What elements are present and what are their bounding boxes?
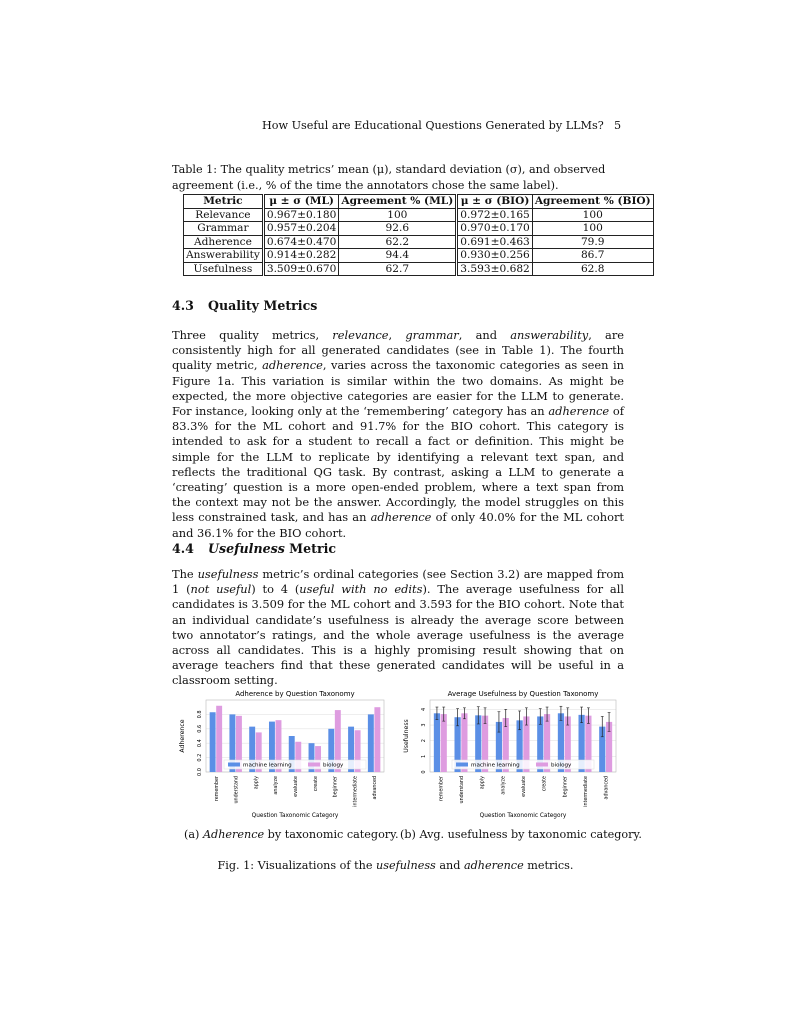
table-cell: 3.509±0.670 (263, 262, 339, 276)
quality-metrics-table (183, 194, 654, 276)
table-cell: 100 (532, 208, 653, 222)
table-header-cell: Metric (184, 195, 264, 209)
y-tick-label: 0.6 (197, 724, 203, 733)
table-cell: 62.7 (339, 262, 457, 276)
paragraph-usefulness: The usefulness metric’s ordinal categories (see Section 3.2) are mapped from 1 (not useful) to 4 (useful with no edits). The average usefulness for all candidates is 3.509 for the ML cohort and 3.593 for the BIO cohort. Note that an individual candidate’s usefulness is already the average score between two annotator’s ratings, and the whole average usefulness is the average across all candidates. This is a highly promising result showing that on average teachers find that these generated candidates will be useful in a classroom setting. (172, 567, 625, 688)
x-tick-label: evaluate (294, 776, 299, 797)
table-cell: 0.970±0.170 (457, 222, 533, 236)
adherence-chart (176, 688, 390, 822)
y-axis-label: Adherence (179, 719, 186, 753)
figure-caption: Fig. 1: Visualizations of the usefulness and adherence metrics. (217, 859, 574, 872)
section-title-emphasis: Usefulness (208, 541, 285, 556)
x-tick-label: analyze (501, 776, 507, 795)
table-cell: 94.4 (339, 249, 457, 263)
x-tick-label: apply (480, 776, 486, 790)
table-cell: Answerability (184, 249, 264, 263)
y-tick-label: 0.2 (197, 753, 203, 762)
table-cell: 92.6 (339, 222, 457, 236)
section-title: Metric (284, 541, 337, 556)
running-title: How Useful are Educational Questions Generated by LLMs? (262, 119, 604, 132)
y-tick-label: 4 (421, 707, 427, 711)
bar-bio (441, 714, 447, 772)
table-cell: 0.691±0.463 (457, 235, 533, 249)
table-cell: 0.972±0.165 (457, 208, 533, 222)
legend-label: biology (551, 762, 572, 769)
y-tick-label: 0.8 (197, 710, 203, 719)
table-caption: Table 1: The quality metrics’ mean (μ), standard deviation (σ), and observed agreement (i.e., % of the time the annotators chose the same label). (172, 163, 606, 192)
section-heading-4-3 (172, 298, 317, 313)
table-cell: 0.674±0.470 (263, 235, 339, 249)
legend-swatch (456, 763, 468, 767)
legend-label: machine learning (471, 762, 520, 769)
x-tick-label: intermediate (353, 776, 359, 807)
y-tick-label: 3 (421, 723, 427, 727)
legend-label: biology (323, 762, 344, 769)
bar-ml (434, 713, 440, 772)
x-tick-label: evaluate (522, 776, 527, 797)
x-tick-label: remember (214, 776, 220, 802)
table-cell: 0.930±0.256 (457, 249, 533, 263)
x-tick-label: create (313, 776, 319, 792)
table-cell: 86.7 (532, 249, 653, 263)
section-number: 4.4 (172, 541, 194, 556)
table-row (184, 222, 654, 236)
section-heading-4-4 (172, 541, 336, 556)
x-tick-label: apply (254, 776, 260, 790)
usefulness-chart (400, 688, 622, 822)
table-header-cell: μ ± σ (BIO) (457, 195, 533, 209)
table-cell: Grammar (184, 222, 264, 236)
table-header-cell: Agreement % (ML) (339, 195, 457, 209)
table-header-cell: Agreement % (BIO) (532, 195, 653, 209)
table-cell: Relevance (184, 208, 264, 222)
legend-label: machine learning (243, 762, 292, 769)
x-tick-label: beginner (333, 776, 339, 798)
x-tick-label: understand (234, 776, 240, 804)
table-cell: 0.967±0.180 (263, 208, 339, 222)
chart-title: Average Usefulness by Question Taxonomy (447, 690, 599, 698)
x-tick-label: advanced (373, 776, 379, 800)
x-axis-label: Question Taxonomic Category (251, 813, 339, 819)
x-tick-label: intermediate (584, 776, 589, 807)
y-tick-label: 1 (421, 754, 427, 758)
x-tick-label: understand (460, 776, 465, 804)
x-tick-label: beginner (563, 776, 569, 798)
table-row (184, 208, 654, 222)
table-header-cell: μ ± σ (ML) (263, 195, 339, 209)
table-cell: Usefulness (184, 262, 264, 276)
bar-bio (216, 706, 222, 772)
x-tick-label: remember (439, 776, 445, 802)
chart-title: Adherence by Question Taxonomy (235, 690, 355, 698)
table-cell: 79.9 (532, 235, 653, 249)
y-tick-label: 0 (421, 770, 427, 774)
x-tick-label: analyze (274, 776, 280, 795)
legend-swatch (228, 763, 240, 767)
page-number: 5 (614, 119, 622, 132)
y-tick-label: 0.4 (197, 739, 203, 748)
table-row (184, 262, 654, 276)
bar-ml (368, 714, 374, 772)
table-cell: 0.914±0.282 (263, 249, 339, 263)
y-tick-label: 0.0 (197, 768, 203, 776)
y-tick-label: 2 (421, 739, 427, 743)
table-cell: 100 (532, 222, 653, 236)
table-header-row (184, 195, 654, 209)
legend-swatch (536, 763, 548, 767)
legend-swatch (308, 763, 320, 767)
bar-ml (210, 712, 216, 772)
subfigure-caption-b: (b) Avg. usefulness by taxonomic category. (400, 828, 642, 841)
bar-bio (374, 707, 380, 772)
x-axis-label: Question Taxonomic Category (479, 813, 567, 819)
table-cell: 3.593±0.682 (457, 262, 533, 276)
section-title: Quality Metrics (208, 298, 318, 313)
section-number: 4.3 (172, 298, 194, 313)
x-tick-label: advanced (604, 776, 610, 800)
table-cell: 100 (339, 208, 457, 222)
table-cell: 0.957±0.204 (263, 222, 339, 236)
table-cell: Adherence (184, 235, 264, 249)
table-row (184, 235, 654, 249)
x-tick-label: create (542, 776, 548, 792)
table-cell: 62.8 (532, 262, 653, 276)
table-row (184, 249, 654, 263)
table-cell: 62.2 (339, 235, 457, 249)
subfigure-caption-a: (a) Adherence by taxonomic category. (184, 828, 399, 841)
paragraph-quality-metrics: Three quality metrics, relevance, grammar, and answerability, are consistently high for all generated candidates (see in Table 1). The fourth quality metric, adherence, varies across the taxonomic categories as seen in Figure 1a. This variation is similar within the two domains. As might be expected, the more objective categories are easier for the LLM to generate. For instance, looking only at the ‘remembering’ category has an adherence of 83.3% for the ML cohort and 91.7% for the BIO cohort. This category is intended to ask for a student to recall a fact or definition. This might be simple for the LLM to replicate by identifying a relevant text span, and reflects the traditional QG task. By contrast, asking a LLM to generate a ‘creating’ question is a more open-ended problem, where a text span from the context may not be the answer. Accordingly, the model struggles on this less constrained task, and has an adherence of only 40.0% for the ML cohort and 36.1% for the BIO cohort. (172, 328, 625, 540)
y-axis-label: Usefulness (403, 719, 410, 753)
